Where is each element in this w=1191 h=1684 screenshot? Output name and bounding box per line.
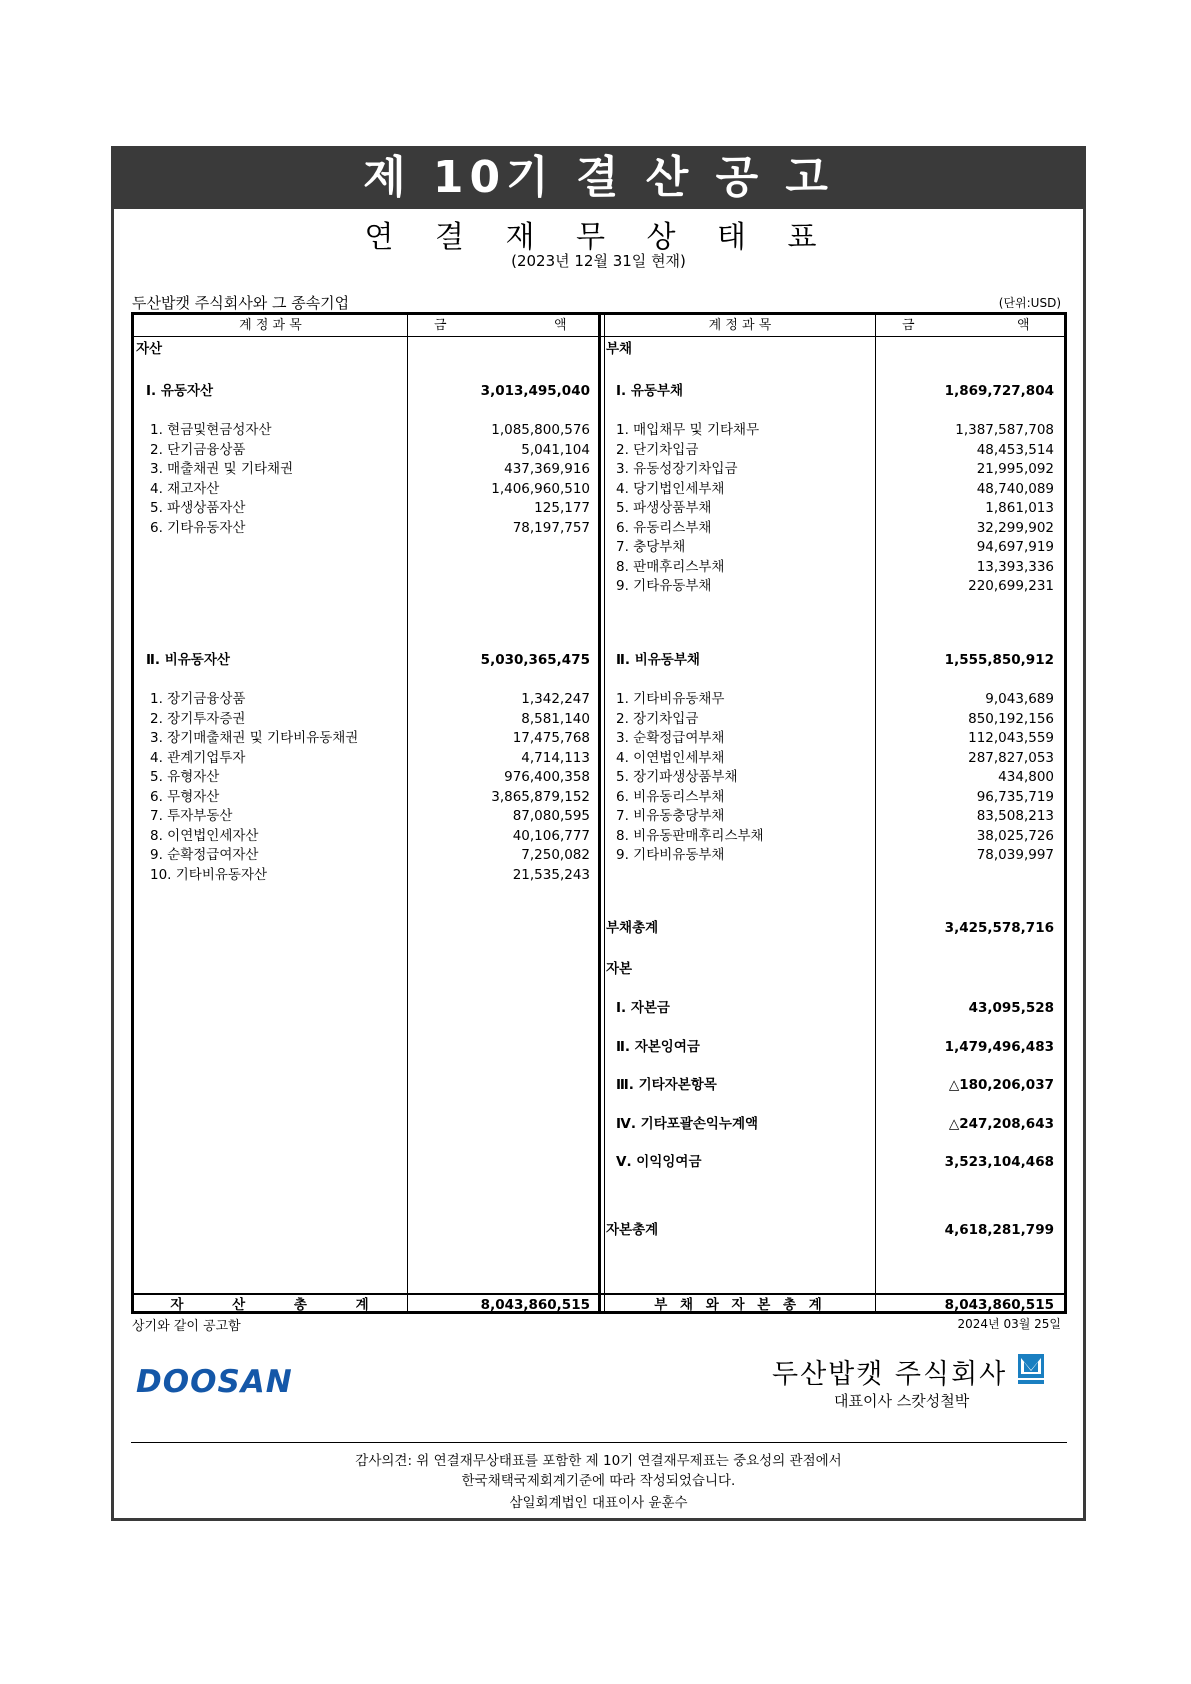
footer-rule — [131, 1442, 1067, 1443]
notice-title: 제 10기 결 산 공 고 — [111, 146, 1086, 209]
line-item-label: 4. 이연법인세부채 — [616, 749, 725, 766]
total-equity-value: 4,618,281,799 — [944, 1222, 1054, 1238]
line-item-amount: 5,041,104 — [521, 441, 590, 458]
line-item-amount: 78,039,997 — [976, 847, 1054, 863]
line-item-amount: 3,865,879,152 — [491, 788, 590, 805]
line-item-label: 2. 단기차입금 — [616, 441, 699, 458]
line-item-amount: 38,025,726 — [976, 827, 1054, 844]
line-item-amount: 287,827,053 — [968, 749, 1054, 766]
line-item-label: 2. 장기투자증권 — [150, 710, 246, 727]
balance-sheet-table — [131, 312, 1067, 1314]
col-header-account-left: 계 정 과 목 — [239, 318, 302, 333]
line-item-amount: △247,208,643 — [948, 1115, 1054, 1132]
line-item-label: 1. 장기금융상품 — [150, 691, 246, 707]
announce-text: 상기와 같이 공고함 — [132, 1319, 241, 1334]
col-header-amount-left-2: 액 — [554, 318, 567, 333]
company-seal — [1018, 1354, 1044, 1386]
line-item-amount: 21,995,092 — [976, 461, 1054, 477]
line-item-amount: 976,400,358 — [504, 769, 590, 785]
line-item-amount: 32,299,902 — [976, 519, 1054, 536]
noncurrent-assets-label: Ⅱ. 비유동자산 — [146, 652, 230, 668]
line-item-label: 9. 기타유동부채 — [616, 578, 712, 594]
line-item-amount: 78,197,757 — [512, 519, 590, 536]
line-item-label: 10. 기타비유동자산 — [150, 866, 268, 883]
line-item-label: 2. 단기금융상품 — [150, 441, 246, 458]
total-assets-value: 8,043,860,515 — [480, 1297, 590, 1313]
line-item-amount: 1,387,587,708 — [955, 422, 1054, 438]
line-item-label: 3. 매출채권 및 기타채권 — [150, 461, 294, 477]
line-item-amount: 112,043,559 — [968, 730, 1054, 746]
line-item-label: 2. 장기차입금 — [616, 710, 699, 727]
line-item-amount: 43,095,528 — [968, 1000, 1054, 1016]
line-item-label: 4. 재고자산 — [150, 480, 220, 497]
audit-opinion-line1: 감사의견: 위 연결재무상태표를 포함한 제 10기 연결재무제표는 중요성의 관점에서 — [355, 1453, 842, 1469]
section-liabilities: 부채 — [606, 341, 633, 357]
col-header-account-right: 계 정 과 목 — [708, 318, 772, 333]
company-line: 두산밥캣 주식회사와 그 종속기업 — [132, 294, 350, 312]
line-item-label: 7. 비유동충당부채 — [616, 808, 725, 824]
line-item-amount: 9,043,689 — [985, 691, 1054, 707]
audit-opinion-line2: 한국채택국제회계기준에 따라 작성되었습니다. — [461, 1473, 736, 1489]
header-rule — [134, 336, 1064, 337]
noncurrent-liabilities-label: Ⅱ. 비유동부채 — [616, 652, 700, 668]
unit-label: (단위:USD) — [998, 296, 1061, 310]
line-item-amount: 850,192,156 — [968, 710, 1054, 727]
total-equity-label: 자본총계 — [606, 1222, 659, 1238]
line-item-label: 3. 순확정급여부채 — [616, 730, 725, 746]
line-item-label: 3. 유동성장기차입금 — [616, 461, 738, 477]
line-item-amount: 83,508,213 — [976, 808, 1054, 824]
line-item-label: 1. 매입채무 및 기타채무 — [616, 422, 760, 438]
ceo-name: 대표이사 스캇성철박 — [834, 1392, 970, 1410]
col-divider — [407, 315, 408, 1311]
line-item-amount: 1,085,800,576 — [491, 422, 590, 438]
line-item-label: 7. 투자부동산 — [150, 808, 233, 824]
col-header-amount-right: 금 — [902, 318, 915, 333]
line-item-amount: 7,250,082 — [521, 847, 590, 863]
line-item-label: 1. 기타비유동채무 — [616, 691, 725, 707]
total-liabilities-value: 3,425,578,716 — [944, 920, 1054, 936]
line-item-label: 8. 판매후리스부채 — [616, 558, 725, 575]
doosan-logo: DOOSAN — [136, 1364, 293, 1400]
as-of-date: (2023년 12월 31일 현재) — [511, 252, 686, 270]
line-item-label: 7. 충당부채 — [616, 539, 686, 555]
line-item-label: 5. 파생상품부채 — [616, 500, 712, 516]
line-item-amount: 13,393,336 — [976, 558, 1054, 575]
statement-title: 연 결 재 무 상 태 표 — [364, 220, 833, 255]
line-item-label: 6. 유동리스부채 — [616, 519, 712, 536]
line-item-label: Ⅰ. 자본금 — [616, 1000, 670, 1016]
line-item-amount: 1,406,960,510 — [491, 480, 590, 497]
current-liabilities-label: Ⅰ. 유동부채 — [616, 383, 684, 399]
line-item-label: 6. 무형자산 — [150, 788, 220, 805]
total-liab-equity-label: 부 채 와 자 본 총 계 — [654, 1297, 826, 1313]
line-item-amount: 1,479,496,483 — [944, 1038, 1054, 1055]
line-item-amount: 125,177 — [534, 500, 590, 516]
line-item-amount: 48,453,514 — [976, 441, 1054, 458]
col-header-amount-right-2: 액 — [1017, 318, 1030, 333]
noncurrent-assets-total: 5,030,365,475 — [480, 652, 590, 668]
line-item-amount: 21,535,243 — [512, 866, 590, 883]
current-assets-total: 3,013,495,040 — [480, 383, 590, 399]
section-assets: 자산 — [136, 341, 163, 357]
line-item-label: 6. 기타유동자산 — [150, 519, 246, 536]
line-item-label: Ⅱ. 자본잉여금 — [616, 1038, 700, 1055]
line-item-amount: 96,735,719 — [976, 788, 1054, 805]
line-item-label: 8. 비유동판매후리스부채 — [616, 827, 764, 844]
line-item-label: 9. 기타비유동부채 — [616, 847, 725, 863]
line-item-label: 8. 이연법인세자산 — [150, 827, 259, 844]
center-divider-inner — [604, 315, 605, 1311]
line-item-label: 9. 순확정급여자산 — [150, 847, 259, 863]
line-item-amount: 1,342,247 — [521, 691, 590, 707]
line-item-label: Ⅴ. 이익잉여금 — [616, 1154, 702, 1170]
line-item-label: 1. 현금및현금성자산 — [150, 422, 272, 438]
line-item-amount: 94,697,919 — [976, 539, 1054, 555]
line-item-amount: 220,699,231 — [968, 578, 1054, 594]
line-item-amount: 40,106,777 — [512, 827, 590, 844]
total-assets-label: 자 산 총 계 — [170, 1297, 371, 1313]
line-item-label: 4. 당기법인세부채 — [616, 480, 725, 497]
line-item-label: 5. 파생상품자산 — [150, 500, 246, 516]
auditor-name: 삼일회계법인 대표이사 윤훈수 — [509, 1495, 688, 1511]
total-liabilities-label: 부채총계 — [606, 920, 659, 936]
col-divider — [875, 315, 876, 1311]
current-liabilities-total: 1,869,727,804 — [944, 383, 1054, 399]
line-item-label: 6. 비유동리스부채 — [616, 788, 725, 805]
line-item-label: Ⅳ. 기타포괄손익누계액 — [616, 1115, 759, 1132]
announce-date: 2024년 03월 25일 — [957, 1317, 1061, 1331]
corp-name: 두산밥캣 주식회사 — [772, 1359, 1008, 1390]
line-item-amount: 437,369,916 — [504, 461, 590, 477]
center-divider — [598, 315, 601, 1311]
line-item-label: 5. 유형자산 — [150, 769, 220, 785]
line-item-amount: 48,740,089 — [976, 480, 1054, 497]
col-header-amount-left: 금 — [434, 318, 447, 333]
line-item-amount: 17,475,768 — [512, 730, 590, 746]
line-item-amount: 87,080,595 — [512, 808, 590, 824]
line-item-label: 3. 장기매출채권 및 기타비유동채권 — [150, 730, 359, 746]
line-item-amount: 8,581,140 — [521, 710, 590, 727]
line-item-amount: 4,714,113 — [521, 749, 590, 766]
total-liab-equity-value: 8,043,860,515 — [944, 1297, 1054, 1313]
section-equity: 자본 — [606, 961, 633, 977]
line-item-label: Ⅲ. 기타자본항목 — [616, 1077, 717, 1093]
line-item-label: 4. 관계기업투자 — [150, 749, 246, 766]
current-assets-label: Ⅰ. 유동자산 — [146, 383, 214, 399]
line-item-amount: 434,800 — [998, 769, 1054, 785]
line-item-amount: 1,861,013 — [985, 500, 1054, 516]
total-rule — [134, 1293, 1064, 1295]
line-item-label: 5. 장기파생상품부채 — [616, 769, 738, 785]
noncurrent-liabilities-total: 1,555,850,912 — [944, 652, 1054, 668]
line-item-amount: △180,206,037 — [948, 1077, 1054, 1093]
line-item-amount: 3,523,104,468 — [944, 1154, 1054, 1170]
